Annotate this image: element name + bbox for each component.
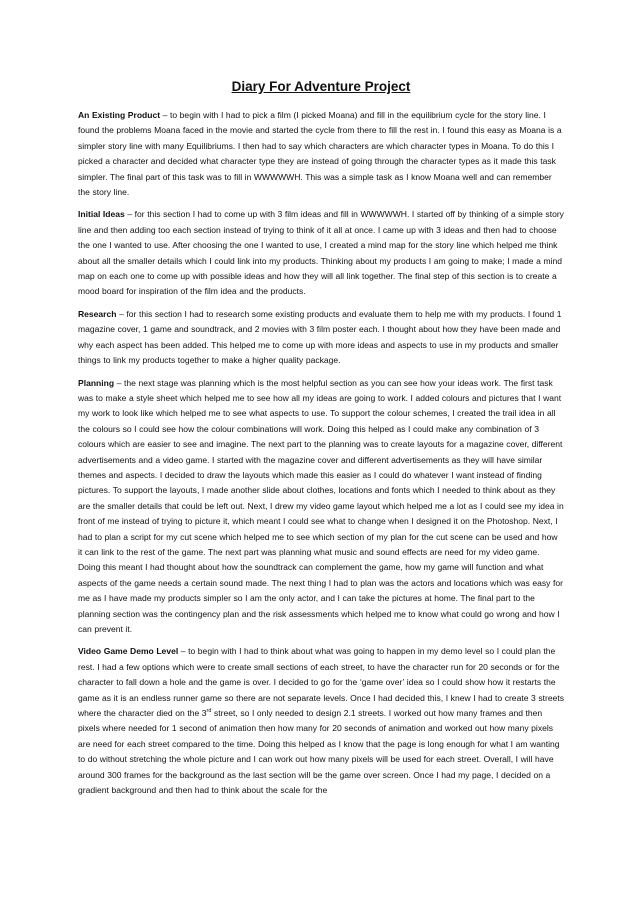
section-heading: An Existing Product (78, 110, 161, 120)
section-body: – the next stage was planning which is the most helpful section as you can see how your ideas work. The first task was to make a style sheet which helped me to see how all my ideas are going to work. I added colours and pictures that I want my work to look like which helped me to see what aspects to use. To support the colour schemes, I created the trail idea in all the colours so I could see how the colour combinations will work. Doing this helped as I could make any combination of 3 colours which are easier to see and imagine. The next part to the planning was to create layouts for a magazine cover, different advertisements and a video game. I started with the magazine cover and different advertisements as they will have similar themes and aspects. I decided to draw the layouts which made this easier as I could do whatever I want instead of finding pictures. To support the layouts, I made another slide about clothes, locations and fonts which I needed to think about as they are the smaller details that could be left out. Next, I drew my video game layout which helped me a lot as I could see my idea in front of me instead of trying to picture it, which meant I could see what to change when I designed it on the Photoshop. Next, I had to plan a script for my cut scene which helped me to see which section of my plan for the cut scene can be used and how it can link to the rest of the game. The next part was planning what music and sound effects are need for my video game. Doing this meant I had thought about how the soundtrack can complement the game, how my game will function and what aspects of the game needs a certain sound made. The next thing I had to plan was the actors and locations which was easy for me as I have made my products simpler so I am the only actor, and I can take the pictures at home. The final part to the planning section was the contingency plan and the risk assessments which helped me to know what could go wrong and how I can prevent it. (78, 377, 564, 634)
document-page (78, 78, 564, 805)
section-body: – to begin with I had to think about what was going to happen in my demo level so I could plan the rest. I had a few options which were to create small sections of each street, to have the character run for 20 seconds or for the character to fall down a hole and the game is over. I decided to go for the ‘game over’ idea so I could show how it restarts the game as it is an endless runner game so there are not separate levels. Once I had decided this, I knew I had to create 3 streets where the character died on the 3 (78, 646, 564, 719)
section-heading: Video Game Demo Level (78, 646, 179, 657)
section-existing-product (78, 108, 564, 200)
section-video-game-demo-level (78, 644, 564, 798)
section-planning (78, 376, 564, 638)
document-title: Diary For Adventure Project (231, 79, 411, 94)
section-heading: Research (78, 308, 117, 319)
section-body: – to begin with I had to pick a film (I picked Moana) and fill in the equilibrium cycle for the story line. I found the problems Moana faced in the movie and started the cycle from there to fill the rest in. I found this easy as Moana is a simpler story line with many Equilibriums. I then had to say which characters are which character types in Moana. To do this I picked a character and decided what character type they are instead of going through the character types as it made this task simpler. The final part of this task was to fill in WWWWWH. This was a simple task as I know Moana well and can remember the story line. (78, 110, 562, 198)
ordinal-suffix: rd (206, 708, 212, 715)
section-body: – for this section I had to research some existing products and evaluate them to help me with my products. I found 1 magazine cover, 1 game and soundtrack, and 2 movies with 3 film poster each. I thought about how they have been made and why each aspect has been added. This helped me to come up with more ideas and aspects to use in my products and smaller things to link my products together to make a higher quality package. (78, 308, 562, 366)
section-body-continued: street, so I only needed to design 2.1 streets. I worked out how many frames and then pixels where needed for 1 second of animation then how many for 20 seconds of animation and worked out how many pixels are need for each street compared to the time. Doing this helped as I know that the page is long enough for what I am wanting to do without stretching the whole picture and I can work out how many pixels will be used for each street. Overall, I will have around 300 frames for the background as the last section will be the game over screen. Once I had my page, I decided on a gradient background and then had to think about the scale for the (78, 708, 560, 796)
section-initial-ideas (78, 207, 564, 299)
section-body: – for this section I had to come up with 3 film ideas and fill in WWWWWH. I started off by thinking of a simple story line and then adding too each section instead of trying to think of it all at once. I came up with 3 ideas and then had to choose the one I wanted to use. After choosing the one I wanted to use, I created a mind map for the story line which helped me think about all the smaller details which I could link into my products. Thinking about my products I am going to make; I made a mind map on each one to come up with possible ideas and how they will all link together. The final step of this section is to create a mood board for inspiration of the film idea and the products. (78, 209, 564, 297)
section-heading: Initial Ideas (78, 209, 125, 220)
section-research (78, 307, 564, 369)
section-heading: Planning (78, 377, 115, 388)
